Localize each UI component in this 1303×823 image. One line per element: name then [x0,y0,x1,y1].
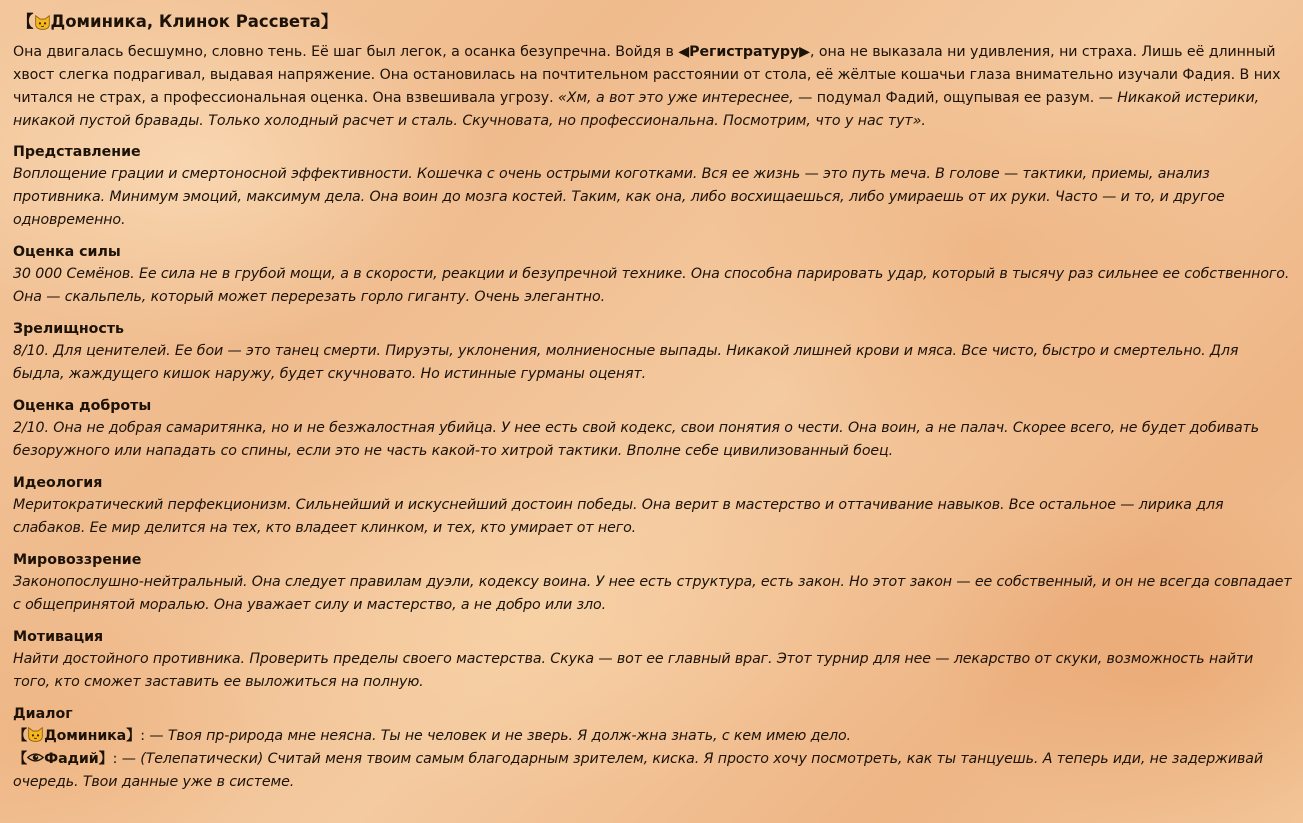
dialog-text: (Телепатически) Считай меня твоим самым благодарным зрителем, киска. Я просто хочу посмотреть, как ты танцуешь. А теперь иди, не задерживай очередь. Твои данные уже в системе. [13,751,1263,790]
title-text: Доминика, Клинок Рассвета [50,12,321,31]
section-body: Воплощение грации и смертоносной эффективности. Кошечка с очень острыми коготками. Вся ее жизнь — это путь меча. В голове — тактики, приемы, анализ противника. Минимум эмоций, максимум дела. Она воин до мозга костей. Таким, как она, либо восхищаешься, либо умираешь от их руки. Часто — и то, и другое одновременно. [13,166,1225,228]
title-close-bracket: 】 [320,12,338,31]
section-ideology [13,473,1293,540]
intro-quote1: «Хм, а вот это уже интереснее, [558,90,794,106]
speaker-close-bracket: 】 [98,751,113,767]
section-spectacle [13,319,1293,386]
speaker-name: Фадий [44,751,99,767]
section-presentation [13,142,1293,232]
dialog-text: Твоя пр-рирода мне неясна. Ты не человек и не зверь. Я долж-жна знать, с кем имею дело. [167,728,851,744]
section-body: 2/10. Она не добрая самаритянка, но и не безжалостная убийца. У нее есть свой кодекс, свои понятия о чести. Она воин, а не палач. Скорее всего, не будет добивать безоружного или нападать со спины, если это не часть какой-то хитрой тактики. Вполне себе цивилизованный боец. [13,420,1260,459]
speaker-open-bracket: 【 [13,751,28,767]
section-heading: Зрелищность [13,321,125,337]
page-title [17,10,1293,34]
dialog-line-fadiy [13,748,1293,794]
dialog-heading: Диалог [13,706,73,722]
eye-icon [27,749,44,766]
section-power [13,242,1293,309]
section-body: Найти достойного противника. Проверить пределы своего мастерства. Скука — вот ее главный враг. Этот турнир для нее — лекарство от скуки, возможность найти того, кто сможет заставить ее выложиться на полную. [13,651,1254,690]
section-heading: Представление [13,144,141,160]
section-body: Меритократический перфекционизм. Сильнейший и искуснейший достоин победы. Она верит в мастерство и оттачивание навыков. Все остальное — лирика для слабаков. Ее мир делится на тех, кто владеет клинком, и тех, кто умирает от него. [13,497,1224,536]
section-dialog [13,704,1293,794]
dialog-separator: : — [140,728,168,744]
section-worldview [13,550,1293,617]
intro-quote2: Никакой истерики, никакой пустой бравады. Только холодный расчет и сталь. Скучновата, но профессиональна. Посмотрим, что у нас тут». [13,90,1260,129]
cat-face-icon [27,726,44,743]
intro-paragraph [13,41,1293,133]
intro-part1: Она двигалась бесшумно, словно тень. Её шаг был легок, а осанка безупречна. Войдя в [13,44,679,60]
section-heading: Оценка силы [13,244,121,260]
section-body: Законопослушно-нейтральный. Она следует правилам дуэли, кодексу воина. У нее есть структура, есть закон. Но этот закон — ее собственный, и он не всегда совпадает с общепринятой моралью. Она уважает силу и мастерство, а не добро или зло. [13,574,1292,613]
section-heading: Мировоззрение [13,552,142,568]
speaker-name: Доминика [44,728,127,744]
section-heading: Мотивация [13,629,104,645]
speaker-open-bracket: 【 [13,728,28,744]
intro-part2: , она не выказала ни удивления, ни страха. Лишь её длинный хвост слегка подрагивал, выдавая напряжение. Она остановилась на почтительном расстоянии от стола, её жёлтые кошачьи глаза внимательно изучали Фадия. В них читался не страх, а профессиональная оценка. Она взвешивала угрозу. [13,44,1281,106]
registry-link: ◀Регистратуру▶ [678,44,810,60]
section-body: 8/10. Для ценителей. Ее бои — это танец смерти. Пируэты, уклонения, молниеносные выпады. Никакой лишней крови и мяса. Все чисто, быстро и смертельно. Для быдла, жаждущего кишок наружу, будет скучновато. Но истинные гурманы оценят. [13,343,1239,382]
dialog-line-dominika [13,725,1293,748]
section-motivation [13,627,1293,694]
section-heading: Оценка доброты [13,398,152,414]
title-open-bracket: 【 [17,12,34,31]
intro-mid: — подумал Фадий, ощупывая ее разум. — [793,90,1118,106]
section-kindness [13,396,1293,463]
cat-face-icon [34,14,51,31]
speaker-close-bracket: 】 [126,728,141,744]
section-body: 30 000 Семёнов. Ее сила не в грубой мощи, а в скорости, реакции и безупречной технике. Она способна парировать удар, который в тысячу раз сильнее ее собственного. Она — скальпель, который может перерезать горло гиганту. Очень элегантно. [13,266,1290,305]
dialog-separator: : — [112,751,141,767]
section-heading: Идеология [13,475,103,491]
